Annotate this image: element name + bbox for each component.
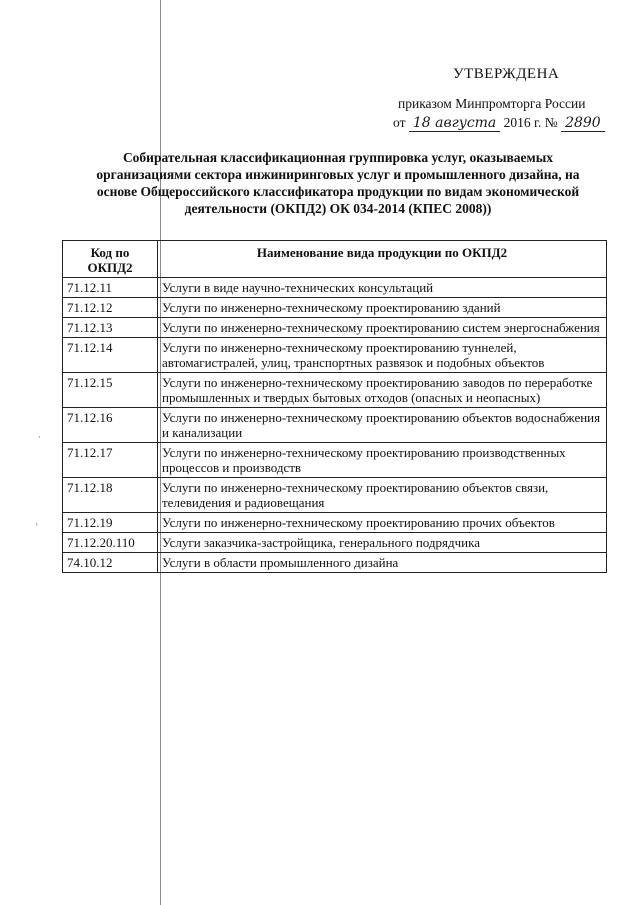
date-prefix: от [393, 115, 406, 130]
header-name: Наименование вида продукции по ОКПД2 [158, 241, 607, 278]
row-name: Услуги в виде научно-технических консультаций [158, 278, 607, 298]
table-row [63, 553, 607, 573]
classification-table [62, 240, 607, 573]
row-name: Услуги по инженерно-техническому проектированию объектов связи, телевидения и радиовещания [158, 478, 607, 513]
row-name: Услуги по инженерно-техническому проектированию зданий [158, 298, 607, 318]
row-code: 71.12.19 [63, 513, 158, 533]
row-code: 71.12.13 [63, 318, 158, 338]
row-code: 71.12.16 [63, 408, 158, 443]
row-name: Услуги по инженерно-техническому проектированию туннелей, автомагистралей, улиц, транспортных развязок и подобных объектов [158, 338, 607, 373]
table-row [63, 513, 607, 533]
row-code: 71.12.20.110 [63, 533, 158, 553]
header-code: Код по ОКПД2 [63, 241, 158, 278]
row-name: Услуги по инженерно-техническому проектированию систем энергоснабжения [158, 318, 607, 338]
handwritten-date: 18 августа [409, 115, 500, 132]
scan-speck: · [38, 432, 41, 442]
handwritten-number: 2890 [561, 115, 605, 132]
row-name: Услуги по инженерно-техническому проектированию заводов по переработке промышленных и твердых бытовых отходов (опасных и неопасных) [158, 373, 607, 408]
row-code: 71.12.14 [63, 338, 158, 373]
row-name: Услуги по инженерно-техническому проектированию объектов водоснабжения и канализации [158, 408, 607, 443]
row-code: 71.12.18 [63, 478, 158, 513]
scan-speck: ' [36, 522, 38, 532]
table-row [63, 338, 607, 373]
table-row [63, 533, 607, 553]
table-row [63, 478, 607, 513]
table-row [63, 373, 607, 408]
approval-order-line: приказом Минпромторга России [398, 96, 586, 111]
table-row [63, 318, 607, 338]
row-code: 71.12.11 [63, 278, 158, 298]
table-row [63, 298, 607, 318]
date-year: 2016 г. № [503, 115, 558, 130]
row-name: Услуги по инженерно-техническому проектированию производственных процессов и производств [158, 443, 607, 478]
row-code: 71.12.12 [63, 298, 158, 318]
approval-title: УТВЕРЖДЕНА [453, 66, 560, 82]
row-name: Услуги в области промышленного дизайна [158, 553, 607, 573]
row-code: 74.10.12 [63, 553, 158, 573]
row-name: Услуги по инженерно-техническому проектированию прочих объектов [158, 513, 607, 533]
row-name: Услуги заказчика-застройщика, генерального подрядчика [158, 533, 607, 553]
table-row [63, 278, 607, 298]
table-body [63, 278, 607, 573]
table-header-row [63, 241, 607, 278]
document-title: Собирательная классификационная группировка услуг, оказываемых организациями сектора инжиниринговых услуг и промышленного дизайна, на основе Общероссийского классификатора продукции по видам экономической деятельности (ОКПД2) ОК 034-2014 (КПЕС 2008)) [96, 150, 580, 216]
approval-date-line [393, 115, 623, 132]
row-code: 71.12.15 [63, 373, 158, 408]
table-row [63, 408, 607, 443]
row-code: 71.12.17 [63, 443, 158, 478]
table-row [63, 443, 607, 478]
